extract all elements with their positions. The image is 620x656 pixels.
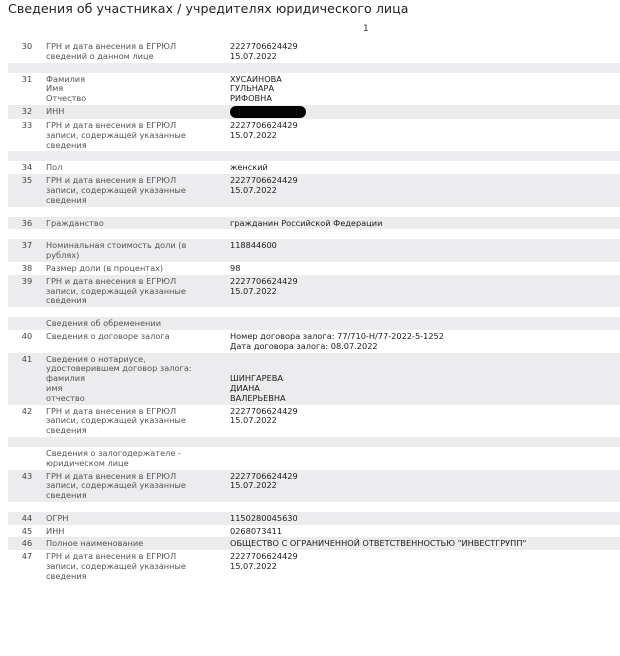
field-value [230, 525, 620, 538]
field-label-line: записи, содержащей указанные [46, 480, 186, 491]
field-value-line: 118844600 [230, 240, 277, 251]
field-value [230, 447, 620, 470]
field-label [46, 119, 230, 151]
table-row [8, 353, 620, 405]
field-value-line [230, 364, 620, 374]
field-value-line: 2227706624429 [230, 470, 298, 481]
field-label-line: Размер доли (в процентах) [46, 262, 164, 273]
field-label-line: ГРН и дата внесения в ЕГРЮЛ [46, 41, 177, 51]
table-row [8, 239, 620, 262]
field-value [230, 119, 620, 151]
field-label-line: ИНН [46, 105, 65, 116]
field-label [46, 217, 230, 230]
row-number: 43 [8, 470, 46, 502]
row-number: 36 [8, 217, 46, 230]
field-label-line: ГРН и дата внесения в ЕГРЮЛ [46, 175, 177, 186]
field-label-line: Сведения о нотариусе, [46, 353, 146, 364]
field-label-line: ГРН и дата внесения в ЕГРЮЛ [46, 470, 177, 481]
field-label-line: ИНН [46, 525, 65, 536]
field-label-line: удостоверившем договор залога: [46, 363, 192, 374]
field-value-line: 15.07.2022 [230, 184, 277, 195]
table-row [8, 73, 620, 105]
row-number: 35 [8, 174, 46, 206]
table-row [8, 174, 620, 206]
row-number: 47 [21, 551, 33, 562]
row-number [8, 447, 46, 470]
field-label [46, 353, 230, 405]
field-label [46, 317, 230, 330]
field-label-line: Фамилия [46, 73, 86, 84]
field-label-line: ГРН и дата внесения в ЕГРЮЛ [46, 119, 177, 130]
field-value [230, 73, 620, 105]
field-label [46, 161, 230, 174]
field-value-line: 2227706624429 [230, 275, 298, 286]
field-value-line: 15.07.2022 [230, 285, 277, 296]
field-label [46, 537, 230, 550]
field-label-line: записи, содержащей указанные [46, 415, 186, 426]
field-label [46, 262, 230, 275]
field-value-line: ГУЛЬНАРА [230, 83, 275, 94]
field-value [230, 161, 620, 174]
spacer-cell [8, 502, 620, 512]
field-label-line: сведения [46, 570, 87, 581]
field-label-line: Номинальная стоимость доли (в [46, 240, 187, 251]
table-row [8, 161, 620, 174]
field-value [230, 550, 620, 582]
field-label-line: сведения [46, 139, 87, 150]
field-label-line: сведений о данном лице [46, 50, 154, 61]
egrul-participants-table [8, 40, 620, 583]
field-label-line: ГРН и дата внесения в ЕГРЮЛ [46, 551, 177, 562]
spacer-cell [8, 307, 620, 317]
field-label-line: юридическом лице [46, 457, 129, 468]
field-value [230, 217, 620, 230]
spacer-row [8, 502, 620, 512]
field-value-line: 2227706624429 [230, 175, 298, 186]
field-label [46, 470, 230, 502]
field-label [46, 73, 230, 105]
field-label-line: записи, содержащей указанные [46, 561, 186, 572]
spacer-row [8, 151, 620, 161]
page-number: 1 [363, 24, 369, 34]
field-label-line: сведения [46, 425, 87, 436]
field-label [46, 512, 230, 525]
field-label-line: рублях) [46, 250, 80, 261]
field-value [230, 317, 620, 330]
field-value [230, 239, 620, 262]
field-value [230, 174, 620, 206]
field-value-line: женский [230, 162, 268, 173]
row-number: 31 [21, 73, 33, 84]
row-number: 41 [8, 353, 46, 405]
field-label-line: Сведения о договоре залога [46, 330, 170, 341]
field-value-line: 15.07.2022 [230, 561, 277, 572]
row-number: 42 [21, 405, 33, 416]
row-number: 32 [8, 105, 46, 119]
field-label-line: Полное наименование [46, 538, 144, 549]
field-label-line: Пол [46, 162, 63, 173]
field-label-line: отчество [46, 392, 85, 403]
field-label [46, 330, 230, 353]
field-value-line: 2227706624429 [230, 41, 298, 51]
field-value [230, 262, 620, 275]
table-row [8, 537, 620, 550]
field-label-line: сведения [46, 295, 87, 306]
table-row [8, 550, 620, 582]
row-number: 34 [21, 162, 33, 173]
field-label [46, 105, 230, 119]
row-number: 40 [21, 330, 33, 341]
page-title: Сведения об участниках / учредителях юридического лица [8, 1, 409, 16]
field-label-line: ГРН и дата внесения в ЕГРЮЛ [46, 405, 177, 416]
table-row [8, 217, 620, 230]
field-label [46, 239, 230, 262]
spacer-cell [8, 229, 620, 239]
field-label-line: ОГРН [46, 512, 69, 523]
field-label [46, 405, 230, 437]
field-label-line: имя [46, 382, 63, 393]
field-label-line: ГРН и дата внесения в ЕГРЮЛ [46, 275, 177, 286]
spacer-cell [8, 63, 620, 73]
row-number: 38 [21, 262, 33, 273]
field-label [46, 447, 230, 470]
spacer-cell [8, 151, 620, 161]
spacer-cell [8, 207, 620, 217]
field-value-line: 0268073411 [230, 525, 283, 536]
field-value-line: 15.07.2022 [230, 415, 277, 426]
field-label-line: записи, содержащей указанные [46, 129, 186, 140]
field-label-line: записи, содержащей указанные [46, 285, 186, 296]
field-label [46, 550, 230, 582]
field-value-line: 98 [230, 262, 241, 273]
table-row [8, 40, 620, 63]
field-value-line: 2227706624429 [230, 119, 298, 130]
field-value [230, 537, 620, 550]
field-value [230, 512, 620, 525]
field-label-line: Сведения о залогодержателе - [46, 447, 181, 458]
field-value-line: 15.07.2022 [230, 129, 277, 140]
table-row [8, 262, 620, 275]
field-value [230, 405, 620, 437]
field-label [46, 40, 230, 63]
field-label-line: записи, содержащей указанные [46, 184, 186, 195]
field-value [230, 353, 620, 405]
spacer-row [8, 63, 620, 73]
field-value-line: ДИАНА [230, 382, 260, 393]
table-row [8, 525, 620, 538]
field-value-line: 1150280045630 [230, 512, 298, 523]
spacer-row [8, 207, 620, 217]
field-label-line: сведения [46, 194, 87, 205]
field-value-line: ШИНГАРЕВА [230, 373, 283, 384]
row-number: 30 [21, 41, 33, 51]
spacer-cell [8, 437, 620, 447]
spacer-row [8, 229, 620, 239]
spacer-row [8, 437, 620, 447]
table-row [8, 317, 620, 330]
row-number: 33 [21, 119, 33, 130]
row-number: 39 [8, 275, 46, 307]
field-label-line: Гражданство [46, 217, 104, 228]
field-value [230, 105, 620, 119]
field-label [46, 174, 230, 206]
field-value-line: Номер договора залога: 77/710-Н/77-2022-5-1252 [230, 330, 444, 341]
field-label-line: сведения [46, 490, 87, 501]
table-row [8, 447, 620, 470]
table-row [8, 105, 620, 119]
row-number: 44 [8, 512, 46, 525]
table-body [8, 40, 620, 583]
field-label-line: Сведения об обременении [46, 318, 162, 329]
row-number [8, 317, 46, 330]
field-value-line: гражданин Российской Федерации [230, 217, 383, 228]
field-value-line: ВАЛЕРЬЕВНА [230, 392, 286, 403]
table-row [8, 275, 620, 307]
field-value-line: 2227706624429 [230, 405, 298, 416]
field-label [46, 275, 230, 307]
table-row [8, 119, 620, 151]
field-value-line: 15.07.2022 [230, 50, 277, 61]
table-row [8, 512, 620, 525]
field-value-line: ХУСАИНОВА [230, 73, 282, 84]
field-value-line: 2227706624429 [230, 551, 298, 562]
field-value-line [230, 355, 620, 365]
field-value [230, 275, 620, 307]
row-number: 45 [21, 525, 33, 536]
row-number: 37 [8, 239, 46, 262]
redaction-mark [230, 106, 306, 118]
field-label [46, 525, 230, 538]
field-value-line: Дата договора залога: 08.07.2022 [230, 340, 378, 351]
spacer-row [8, 307, 620, 317]
field-value-line: 15.07.2022 [230, 480, 277, 491]
field-label-line: фамилия [46, 373, 85, 384]
table-row [8, 330, 620, 353]
field-value [230, 40, 620, 63]
field-label-line: Имя [46, 83, 64, 94]
table-row [8, 470, 620, 502]
field-value-line: РИФОВНА [230, 93, 272, 104]
field-value [230, 330, 620, 353]
field-value-line: ОБЩЕСТВО С ОГРАНИЧЕННОЙ ОТВЕТСТВЕННОСТЬЮ "ИНВЕСТГРУПП" [230, 538, 527, 549]
field-value [230, 470, 620, 502]
field-label-line: Отчество [46, 93, 87, 104]
table-row [8, 405, 620, 437]
row-number: 46 [8, 537, 46, 550]
